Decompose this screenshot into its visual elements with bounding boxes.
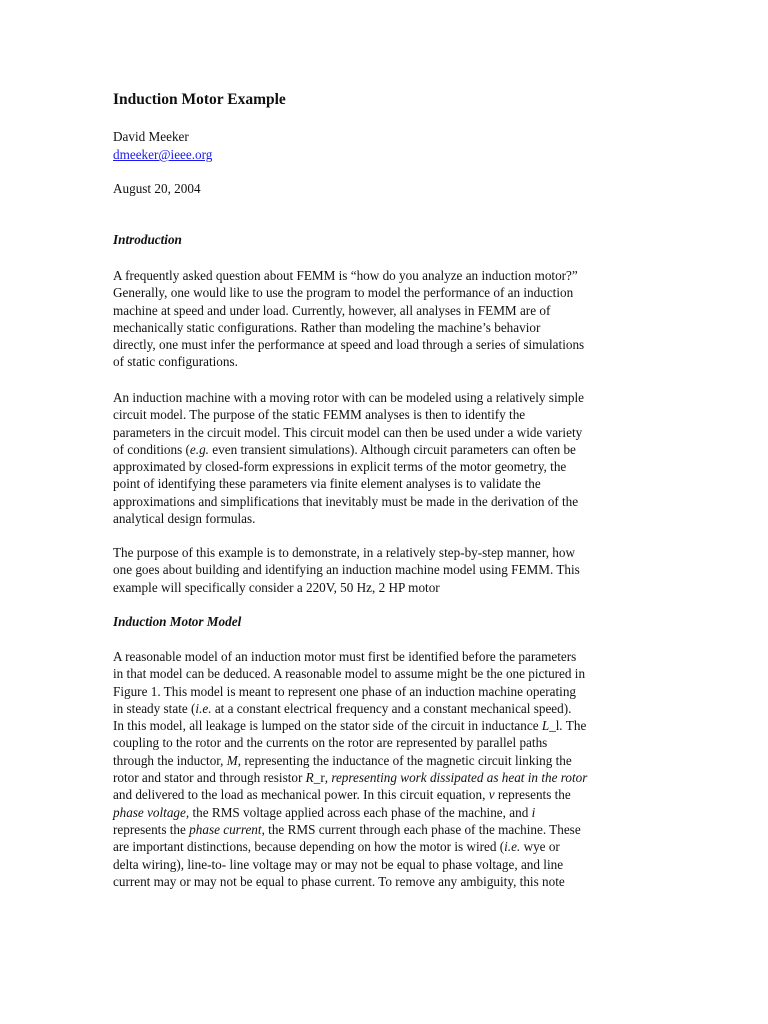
text-line: A reasonable model of an induction motor must first be identified before the parameters	[113, 649, 577, 664]
text-line: mechanically static configurations. Rather than modeling the machine’s behavior	[113, 319, 541, 335]
introduction-paragraph-3	[113, 544, 658, 596]
text-line: approximated by closed-form expressions in explicit terms of the motor geometry, the	[113, 459, 567, 475]
text-line: Figure 1. This model is meant to represent one phase of an induction machine operating	[113, 683, 577, 699]
text-line: are important distinctions, because depending on how the motor is wired (i.e. wye or	[113, 839, 560, 855]
text-line: analytical design formulas.	[113, 511, 256, 527]
document-title: Induction Motor Example	[113, 91, 286, 108]
text-line: point of identifying these parameters via finite element analyses is to validate the	[113, 476, 541, 492]
text-line: represents the phase current, the RMS current through each phase of the machine. These	[113, 821, 581, 837]
text-line: in steady state (i.e. at a constant electrical frequency and a constant mechanical speed).	[113, 700, 572, 716]
text-line: In this model, all leakage is lumped on the stator side of the circuit in inductance L_l. The	[113, 718, 587, 734]
model-heading: Induction Motor Model	[113, 614, 242, 629]
text-line: The purpose of this example is to demonstrate, in a relatively step-by-step manner, how	[113, 545, 576, 560]
text-line: machine at speed and under load. Currently, however, all analyses in FEMM are of	[113, 302, 551, 318]
text-line: phase voltage, the RMS voltage applied across each phase of the machine, and i	[113, 804, 536, 820]
text-line: circuit model. The purpose of the static FEMM analyses is then to identify the	[113, 407, 526, 423]
text-line: delta wiring), line-to- line voltage may or may not be equal to phase voltage, and line	[113, 856, 564, 872]
text-line: example will specifically consider a 220V, 50 Hz, 2 HP motor	[113, 579, 440, 595]
text-line: A frequently asked question about FEMM is “how do you analyze an induction motor?”	[113, 268, 578, 283]
model-paragraph-1	[113, 648, 658, 890]
document-date: August 20, 2004	[113, 181, 201, 196]
introduction-paragraph-1	[113, 267, 658, 371]
author-email-link[interactable]: dmeeker@ieee.org	[113, 147, 213, 162]
text-line: An induction machine with a moving rotor with can be modeled using a relatively simple	[113, 390, 584, 405]
introduction-paragraph-2	[113, 389, 658, 527]
text-line: one goes about building and identifying an induction machine model using FEMM. This	[113, 562, 580, 578]
text-line: parameters in the circuit model. This circuit model can then be used under a wide variety	[113, 424, 583, 440]
text-line: of static configurations.	[113, 354, 238, 370]
text-line: approximations and simplifications that inevitably must be made in the derivation of the	[113, 493, 579, 509]
text-line: current may or may not be equal to phase current. To remove any ambiguity, this note	[113, 873, 565, 889]
text-line: through the inductor, M, representing the inductance of the magnetic circuit linking the	[113, 752, 572, 768]
text-line: and delivered to the load as mechanical power. In this circuit equation, v represents the	[113, 787, 571, 803]
text-line: of conditions (e.g. even transient simulations). Although circuit parameters can often be	[113, 441, 576, 457]
author-name: David Meeker	[113, 129, 189, 144]
text-line: in that model can be deduced. A reasonable model to assume might be the one pictured in	[113, 666, 586, 682]
text-line: rotor and stator and through resistor R_r, representing work dissipated as heat in the rotor	[113, 770, 588, 786]
text-line: directly, one must infer the performance at speed and load through a series of simulations	[113, 337, 585, 353]
introduction-heading: Introduction	[113, 232, 182, 247]
text-line: coupling to the rotor and the currents on the rotor are represented by parallel paths	[113, 735, 548, 751]
text-line: Generally, one would like to use the program to model the performance of an induction	[113, 285, 574, 301]
